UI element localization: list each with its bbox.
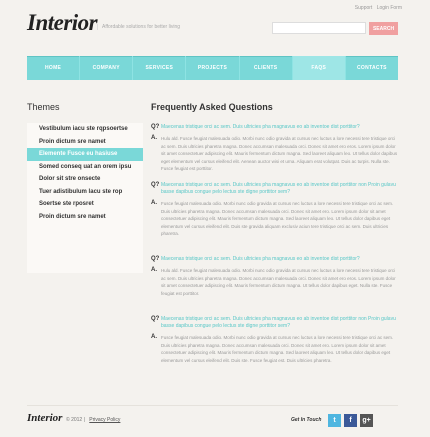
faq-item [151,256,398,297]
faq-item [151,124,398,173]
question-text[interactable]: Maecenas tristique orci ac sem. Duis ultricies pha magnavus eo ab inventoe dist porttitor non Proin gulavu basse dapibus congue pelo lectus ste digne porttitor sem? [161,316,396,329]
answer-mark: A. [151,135,157,141]
nav-company[interactable]: COMPANY [80,56,133,80]
sidebar-item[interactable]: Tuer adistibulum lacu ste rop [39,188,123,195]
nav-services[interactable]: SERVICES [133,56,186,80]
sidebar-title: Themes [27,102,60,112]
nav-contacts[interactable]: CONTACTS [357,65,387,71]
question-text[interactable]: Maecenas tristique orci ac sem. Duis ultricies pha magnavus eo ab inventoe dist porttitor? [161,124,360,130]
faq-item [151,182,398,238]
nav-projects[interactable]: PROJECTS [186,56,239,80]
question-text[interactable]: Maecenas tristique orci ac sem. Duis ultricies pha magnavus eo ab inventoe dist porttitor? [161,256,360,262]
faq-question[interactable] [151,124,398,131]
facebook-icon[interactable]: f [344,414,357,427]
top-links [352,5,402,11]
answer-text: Hulu ald. Fusce feugiat malesuada odio. Morbi nunc odio gravida at cursus nec luctus a lore necessi tere tristique orci ac sem. Duis ultricies pharetra magna. Donec accumsan malesuada orci. Donec sit amet ero eros. Lorem ipsum dolor sit amet consectetuer adipiscing elit. Mauris fermentum dictum magna. Sed laoreet aliquam leo. Ut tellus dolor dapibus eget elementum vel cursus eleifend elit. Aenean auctor wisi et urna. Aliquam erat volutpat. Duis ac turpis. Nulla ste. Fusce feugiat est porttitor. [161,136,398,171]
question-text[interactable]: Maecenas tristique orci ac sem. Duis ultricies pha magnavus eo ab inventoe dist porttitor non Proin gulavu basse dapibus congue pelo lectus ste digne porttitor sem? [161,182,396,195]
faq-item [151,316,398,364]
login-link[interactable]: Login Form [376,5,402,11]
tagline: Affordable solutions for better living [97,24,180,30]
copyright-text: © 2012 | [66,417,85,423]
faq-answer [151,267,398,297]
answer-mark: A. [151,200,157,206]
twitter-icon[interactable]: t [328,414,341,427]
privacy-policy-link[interactable]: Privacy Policy [89,417,121,423]
site-logo[interactable]: Interior [27,10,98,35]
google-plus-icon[interactable]: g+ [360,414,373,427]
nav-home[interactable]: HOME [27,56,80,80]
nav-faqs[interactable]: FAQS [293,56,346,80]
sidebar-item[interactable]: Vestibulum iacu ste rqpsoertse [39,126,128,133]
get-in-touch-label: Get In Touch [291,417,322,423]
nav-clients[interactable]: CLIENTS [240,56,293,80]
faq-question[interactable] [151,316,398,330]
faq-answer [151,334,398,364]
sidebar-item[interactable]: Soertse ste rposret [39,201,94,208]
answer-text: Fusce feugiat malesuada odio. Morbi nunc odio gravida at cursus nec luctus a lore necessi tere tristique orci ac sem. Duis ultricies pharetra magna. Donec accumsan malesuada orci. Donec sit amet ero. Lorem ipsum dolor sit amet consectetuer adipiscing elit. Mauris fermentum dictum magna. Sed laoreet aliquam leo. Ut tellus dolor dapibus eget elementum vel cursus eleifend elit. Duis ste. Fusce feugiat est. Duis ultricies pharetra. [161,335,394,363]
footer-divider [27,405,398,406]
sidebar-item[interactable]: Proin dictum sre namet [39,213,106,220]
answer-mark: A. [151,267,157,273]
main-nav [27,56,398,80]
question-mark: Q? [151,182,160,188]
answer-text: Hulu ald. Fusce feugiat malesuada odio. Morbi nunc odio gravida at cursus nec luctus a lore necessi tere tristique orci ac sem. Duis ultricies pharetra magna. Donec accumsan malesuada orci. Donec sit amet ero eros. Lorem ipsum dolor sit amet consectetuer adipiscing elit. Mauris fermentum dictum magna. Ut tellus dolor dapibus eget. Nulla ste. Fusce feugiat est porttitor. [161,268,396,296]
question-mark: Q? [151,256,160,262]
search-button[interactable]: SEARCH [369,22,398,35]
question-mark: Q? [151,316,160,322]
sidebar-item[interactable]: Proin dictum sre namet [39,138,106,145]
sidebar-item[interactable]: Somed conseq uat an orem ipsu [39,163,132,170]
sidebar-list [27,123,143,273]
sidebar-item[interactable]: Dolor sit stre onsecte [39,176,101,183]
sidebar-item-active[interactable]: Elemente Fusce eu hasiuse [27,148,143,161]
search-input[interactable] [272,22,366,34]
answer-mark: A. [151,334,157,340]
faq-question[interactable] [151,256,398,263]
answer-text: Fusce feugiat malesuada odio. Morbi nunc odio gravida at cursus nec luctus a lore necessi tere tristique orci ac sem. Duis ultricies pharetra magna. Donec accumsan malesuada orci. Donec sit amet ero. Lorem ipsum dolor sit amet consectetuer adipiscing elit. Mauris fermentum dictum magna. Sed laoreet aliquam leo. Ut tellus dolor dapibus eget elementum vel cursus eleifend elit. Duis ste gravida aliquam exclusiv aciun tere tristique orci ac sem. Duis ultricies pharetra. [161,201,394,236]
faq-answer [151,200,398,238]
footer-logo[interactable]: Interior [27,412,63,424]
faq-question[interactable] [151,182,398,196]
faq-answer [151,135,398,173]
question-mark: Q? [151,124,160,130]
faq-title: Frequently Asked Questions [151,102,273,112]
footer-copyright [66,417,120,423]
support-link[interactable]: Support [354,5,373,11]
